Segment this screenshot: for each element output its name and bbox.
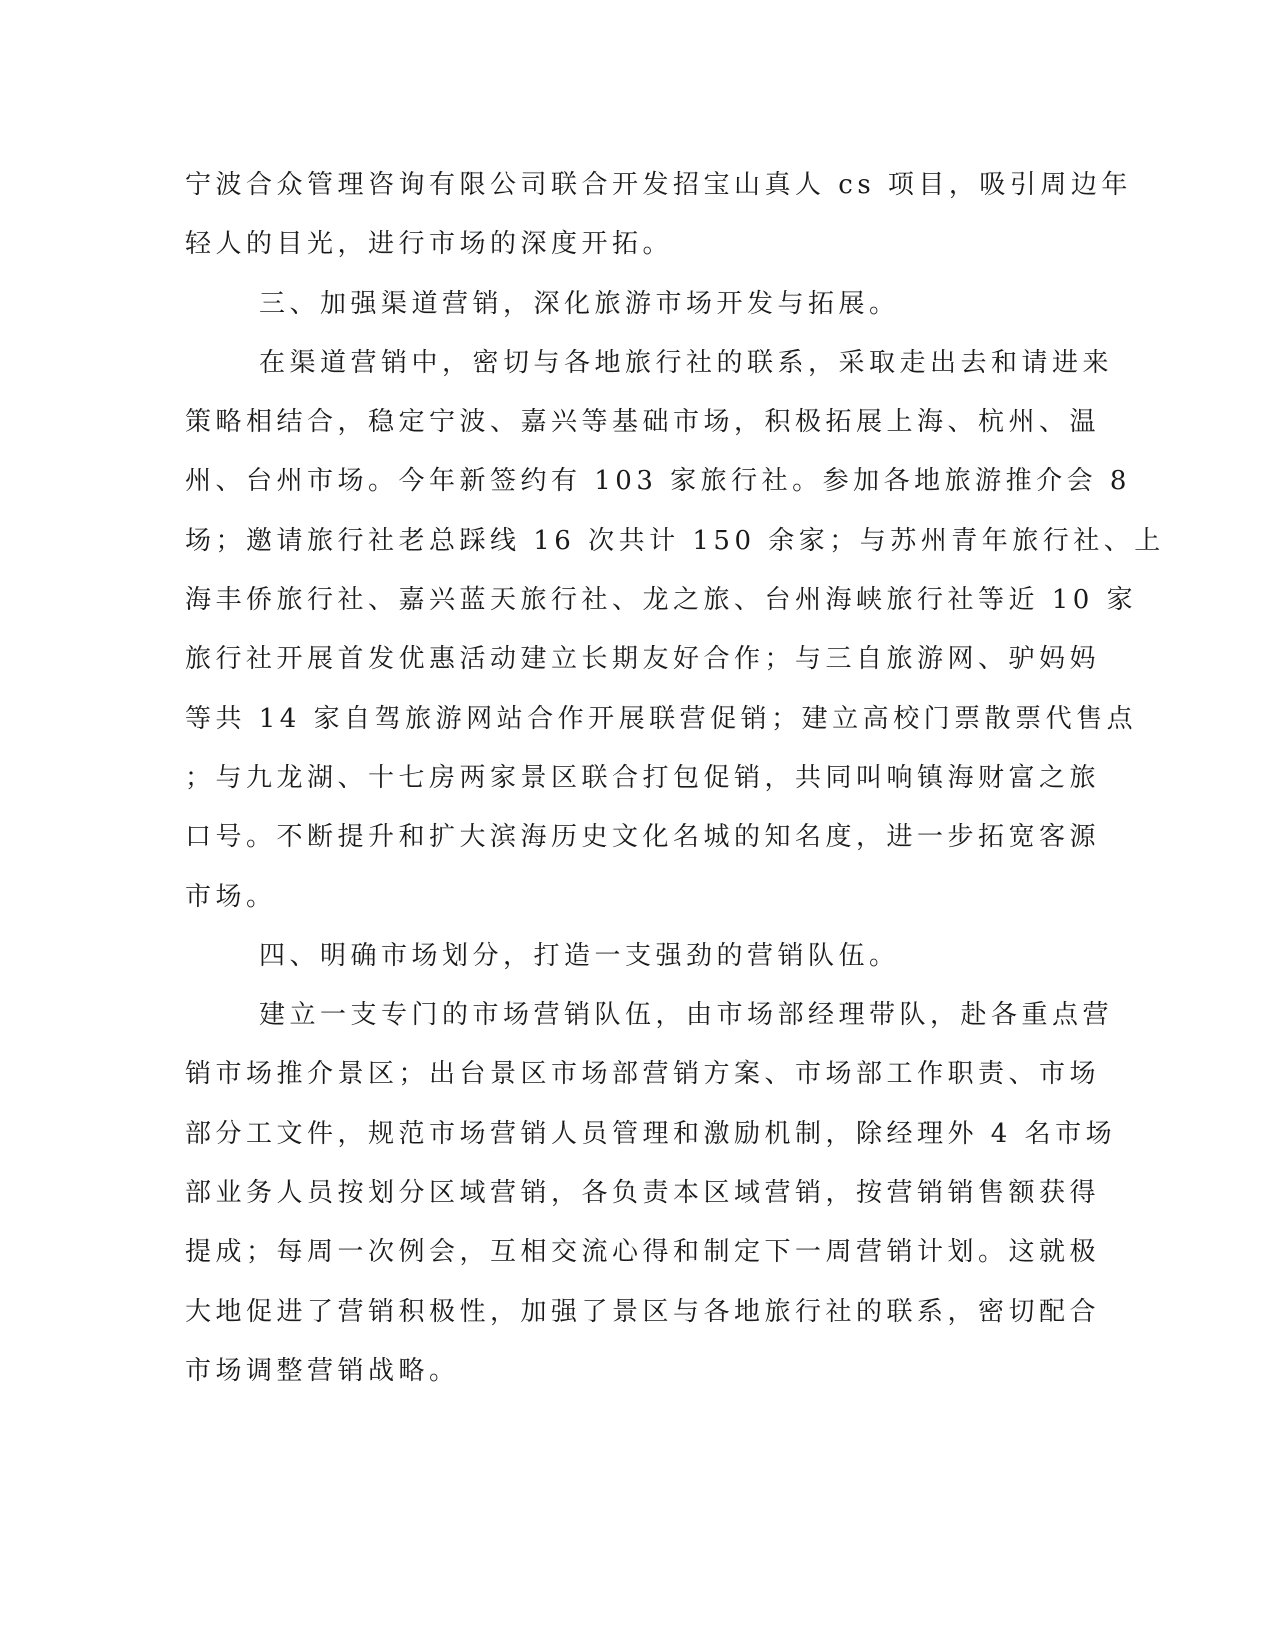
text-line: 销市场推介景区；出台景区市场部营销方案、市场部工作职责、市场 xyxy=(185,1059,1101,1090)
text-line: 提成；每周一次例会，互相交流心得和制定下一周营销计划。这就极 xyxy=(185,1237,1101,1268)
text-line: ；与九龙湖、十七房两家景区联合打包促销，共同叫响镇海财富之旅 xyxy=(185,762,1101,793)
text-line: 口号。不断提升和扩大滨海历史文化名城的知名度，进一步拓宽客源 xyxy=(185,822,1101,853)
text-line: 部业务人员按划分区域营销，各负责本区域营销，按营销销售额获得 xyxy=(185,1178,1101,1209)
text-line: 策略相结合，稳定宁波、嘉兴等基础市场，积极拓展上海、杭州、温 xyxy=(185,407,1101,438)
text-line: 在渠道营销中，密切与各地旅行社的联系，采取走出去和请进来 xyxy=(259,347,1114,378)
section-heading: 三、加强渠道营销，深化旅游市场开发与拓展。 xyxy=(259,288,900,319)
section-heading: 四、明确市场划分，打造一支强劲的营销队伍。 xyxy=(259,940,900,971)
text-line: 大地促进了营销积极性，加强了景区与各地旅行社的联系，密切配合 xyxy=(185,1296,1101,1327)
text-line: 部分工文件，规范市场营销人员管理和激励机制，除经理外 4 名市场 xyxy=(185,1118,1117,1149)
text-line: 等共 14 家自驾旅游网站合作开展联营促销；建立高校门票散票代售点 xyxy=(185,703,1138,734)
text-line: 海丰侨旅行社、嘉兴蓝天旅行社、龙之旅、台州海峡旅行社等近 10 家 xyxy=(185,585,1138,616)
text-line: 市场。 xyxy=(185,881,277,912)
text-line: 旅行社开展首发优惠活动建立长期友好合作；与三自旅游网、驴妈妈 xyxy=(185,644,1101,675)
text-line: 场；邀请旅行社老总踩线 16 次共计 150 余家；与苏州青年旅行社、上 xyxy=(185,525,1165,556)
text-line: 市场调整营销战略。 xyxy=(185,1355,460,1386)
text-line: 州、台州市场。今年新签约有 103 家旅行社。参加各地旅游推介会 8 xyxy=(185,466,1131,497)
text-line: 轻人的目光，进行市场的深度开拓。 xyxy=(185,229,674,260)
text-line: 建立一支专门的市场营销队伍，由市场部经理带队，赴各重点营 xyxy=(259,1000,1114,1031)
body-text xyxy=(185,156,1165,1401)
text-line: 宁波合众管理咨询有限公司联合开发招宝山真人 cs 项目，吸引周边年 xyxy=(185,170,1132,200)
